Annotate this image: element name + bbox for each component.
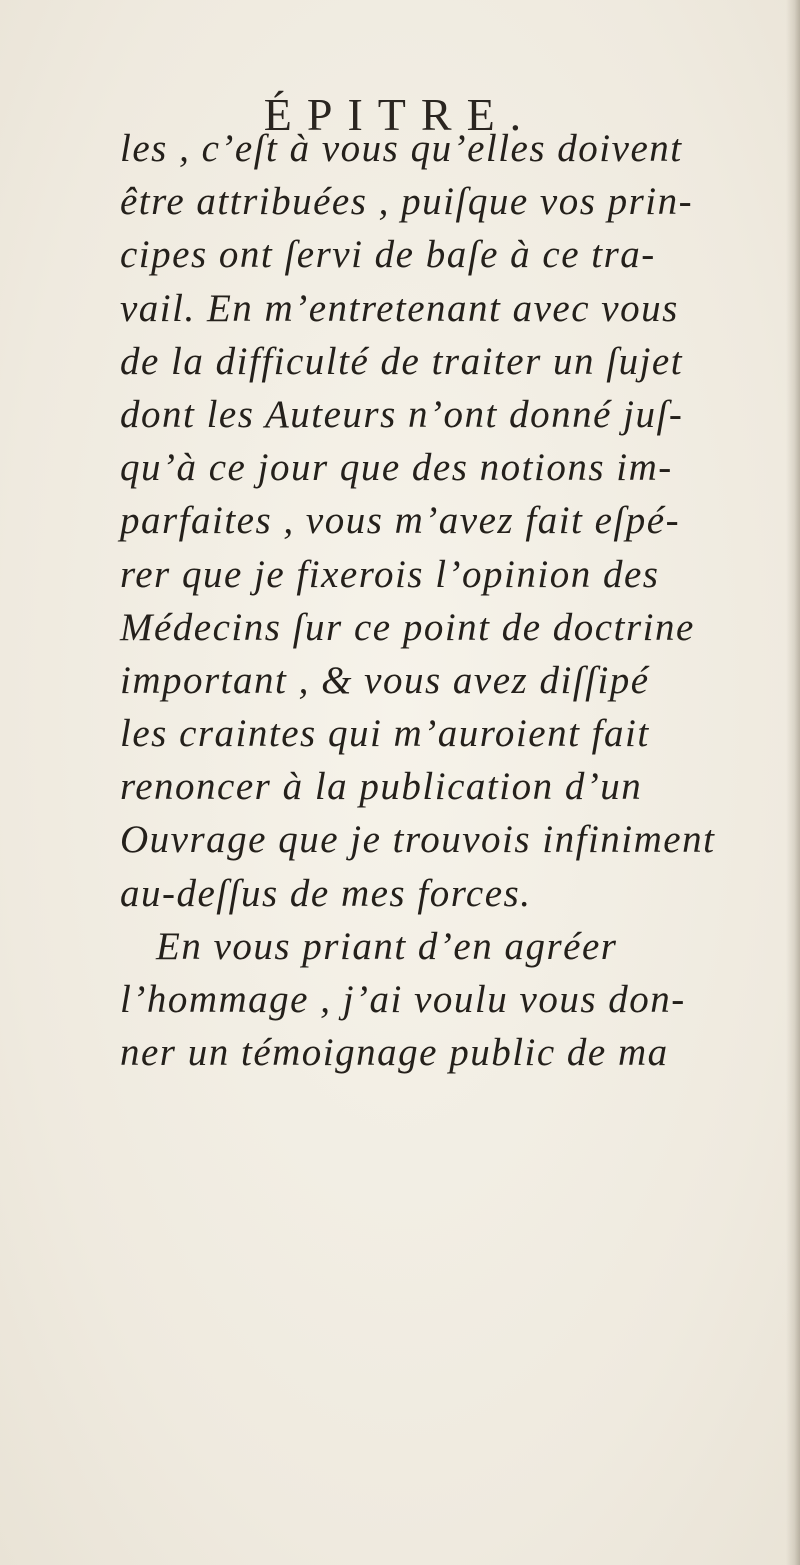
text-line: ner un témoignage public de ma bbox=[120, 1031, 669, 1075]
running-header: ÉPITRE. bbox=[263, 89, 537, 140]
body-text bbox=[120, 122, 780, 1079]
text-line: les , c’eſt à vous qu’elles doivent bbox=[120, 127, 683, 170]
text-line: Ouvrage que je trouvois infiniment bbox=[120, 818, 716, 862]
text-line: qu’à ce jour que des notions im- bbox=[120, 446, 673, 490]
text-line: l’hommage , j’ai voulu vous don- bbox=[120, 978, 686, 1021]
text-line: renoncer à la publication d’un bbox=[120, 765, 643, 809]
text-line: cipes ont ſervi de baſe à ce tra- bbox=[120, 233, 656, 277]
text-line: rer que je fixerois l’opinion des bbox=[120, 552, 660, 596]
text-line: les craintes qui m’auroient fait bbox=[120, 712, 650, 756]
text-line: être attribuées , puiſque vos prin- bbox=[120, 180, 694, 224]
text-line: au-deſſus de mes forces. bbox=[120, 871, 532, 915]
text-line: important , & vous avez diſſipé bbox=[120, 658, 650, 702]
text-line-paragraph-start: En vous priant d’en agréer bbox=[156, 924, 618, 968]
text-line: Médecins ſur ce point de doctrine bbox=[120, 605, 695, 649]
text-line: vail. En m’entretenant avec vous bbox=[120, 286, 679, 330]
text-line: parfaites , vous m’avez fait eſpé- bbox=[120, 499, 681, 543]
text-line: dont les Auteurs n’ont donné juſ- bbox=[120, 392, 684, 436]
text-line: de la difficulté de traiter un ſujet bbox=[120, 339, 684, 383]
page-spine-shadow bbox=[786, 0, 800, 1565]
